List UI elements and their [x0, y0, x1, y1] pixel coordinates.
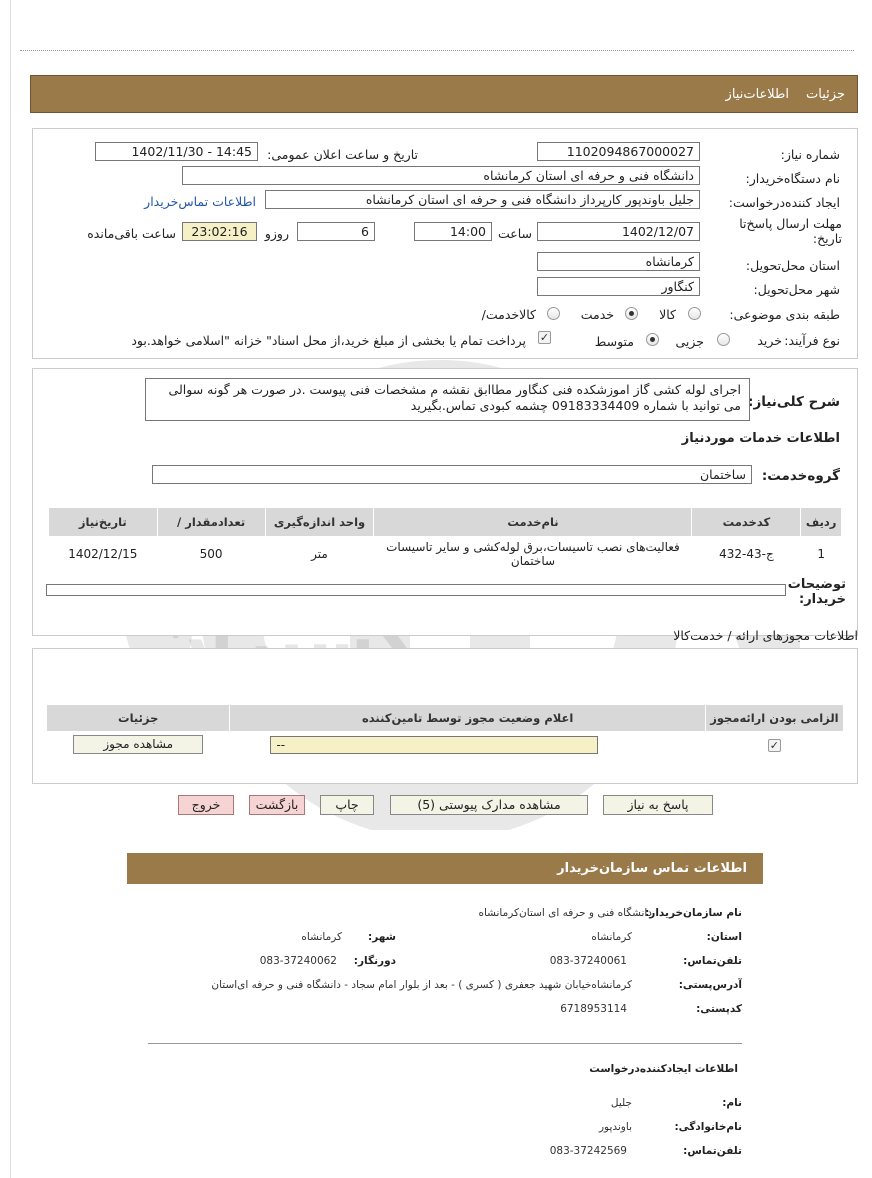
- province-field: کرمانشاه: [537, 252, 700, 271]
- permit-required-checkbox: ✓: [769, 738, 780, 752]
- contact-postal-value: 6718953114: [560, 1003, 627, 1015]
- page-left-rule: [10, 0, 11, 1178]
- watermark-text: گستران: [150, 600, 418, 682]
- announce-label: تاریخ و ساعت اعلان عمومی:: [267, 147, 418, 162]
- contact-address-value: کرمانشاه‌خیابان شهید جعفری ( کسری ) - بعد از بلوار امام سجاد - دانشگاه فنی و حرفه ای‌استان: [211, 979, 632, 991]
- contact-city-label: شهر:: [368, 931, 396, 943]
- days-remaining-field: 6: [297, 222, 375, 241]
- creator-label: ایجاد کننده‌درخواست:: [728, 195, 840, 210]
- back-button[interactable]: بازگشت: [249, 795, 305, 815]
- creator-info-title: اطلاعات ایجادکننده‌درخواست: [589, 1063, 738, 1075]
- services-title: اطلاعات خدمات موردنیاز: [681, 431, 840, 446]
- buyer-notes-label: توضیحات خریدار:: [787, 577, 846, 607]
- remaining-time-label: ساعت باقی‌مانده: [87, 226, 176, 241]
- col-permit-details: جزئیات: [47, 705, 230, 732]
- creator-name-value: جلیل: [610, 1097, 632, 1109]
- view-attachments-button[interactable]: مشاهده مدارک پیوستی (5): [390, 795, 588, 815]
- contact-address-label: آدرس‌پستی:: [678, 979, 742, 991]
- creator-name-label: نام:: [722, 1097, 742, 1109]
- contact-org-label: نام سازمان‌خریدار:: [645, 907, 742, 919]
- announce-datetime-field: 1402/11/30 - 14:45: [95, 142, 258, 161]
- buyer-org-field: دانشگاه فنی و حرفه ای استان کرمانشاه: [182, 166, 700, 185]
- tab-need-info[interactable]: اطلاعات‌نیاز: [725, 87, 789, 102]
- contact-fax-value: 083-37240062: [259, 955, 337, 967]
- page-header-bar: [30, 75, 858, 113]
- table-row: [47, 732, 844, 758]
- view-permit-button[interactable]: مشاهده مجوز: [73, 735, 203, 754]
- contact-fax-label: دورنگار:: [353, 955, 396, 967]
- deadline-time-field: 14:00: [414, 222, 492, 241]
- cell-name: فعالیت‌های نصب تاسیسات،برق لوله‌کشی و سایر تاسیسات ساختمان: [374, 537, 692, 571]
- services-table: [48, 507, 842, 571]
- creator-phone-value: 083-37242569: [549, 1145, 627, 1157]
- col-permit-required: الزامی بودن ارائه‌مجوز: [705, 705, 843, 732]
- process-minor-label: جزیی: [675, 334, 704, 349]
- process-medium-radio[interactable]: [646, 333, 659, 346]
- city-field: کنگاور: [537, 277, 700, 296]
- category-goods-radio[interactable]: [688, 307, 701, 320]
- reply-to-need-button[interactable]: پاسخ به نیاز: [603, 795, 713, 815]
- buyer-notes-field: [46, 584, 786, 596]
- col-permit-status: اعلام وضعیت مجوز توسط تامین‌کننده: [230, 705, 705, 732]
- days-label: روزو: [264, 226, 289, 241]
- print-button[interactable]: چاپ: [320, 795, 374, 815]
- need-number-label: شماره نیاز:: [780, 147, 840, 162]
- exit-button[interactable]: خروج: [178, 795, 234, 815]
- contact-org-value: دانشگاه فنی و حرفه ای استان‌کرمانشاه: [478, 907, 652, 919]
- contact-phone-value: 083-37240061: [549, 955, 627, 967]
- cell-unit: متر: [265, 537, 374, 571]
- permits-title: اطلاعات مجوزهای ارائه / خدمت‌کالا: [673, 628, 858, 643]
- contact-phone-label: تلفن‌تماس:: [683, 955, 742, 967]
- cell-code: ج-43-432: [692, 537, 801, 571]
- deadline-date-field: 1402/12/07: [537, 222, 700, 241]
- tab-details[interactable]: جزئیات: [806, 87, 845, 102]
- contact-postal-label: کد‌پستی:: [696, 1003, 742, 1015]
- process-label: نوع فرآیند:: [784, 333, 840, 348]
- contact-title: اطلاعات تماس سازمان‌خریدار: [557, 861, 747, 876]
- description-text-box: [145, 378, 750, 421]
- city-label: شهر محل‌تحویل:: [753, 282, 840, 297]
- col-date: تاریخ‌نیاز: [49, 508, 158, 537]
- col-name: نام‌خدمت: [374, 508, 692, 537]
- buyer-org-label: نام دستگاه‌خریدار:: [745, 171, 840, 186]
- category-goods-service-radio[interactable]: [547, 307, 560, 320]
- service-group-field: ساختمان: [152, 465, 752, 484]
- top-divider: [20, 50, 854, 51]
- cell-date: 1402/12/15: [49, 537, 158, 571]
- treasury-payment-note: پرداخت تمام یا بخشی از مبلغ خرید،از محل اسناد" خزانه "اسلامی خواهد.بود: [131, 333, 526, 348]
- need-number-field: 1102094867000027: [537, 142, 700, 161]
- cell-row: 1: [801, 537, 842, 571]
- contact-province-value: کرمانشاه: [591, 931, 632, 943]
- contact-header-bar: [127, 853, 763, 884]
- description-text: اجرای لوله کشی گاز اموزشکده فنی کنگاور مطاابق نقشه م مشخصات فنی پیوست .در صورت هر گونه سوالی می توانید با شماره 09183334409 چشمه کبودی تماس.بگیرید: [168, 382, 741, 413]
- category-label: طبقه بندی موضوعی:: [729, 307, 840, 322]
- creator-phone-label: تلفن‌تماس:: [683, 1145, 742, 1157]
- col-row: ردیف: [801, 508, 842, 537]
- category-service-radio[interactable]: [625, 307, 638, 320]
- col-qty: تعداد‌مقدار /: [157, 508, 265, 537]
- province-label: استان محل‌تحویل:: [745, 258, 840, 273]
- service-group-label: گروه‌خدمت:: [761, 468, 840, 484]
- process-buy-label: خرید: [757, 333, 782, 348]
- process-minor-radio[interactable]: [717, 333, 730, 346]
- remaining-time-field: 23:02:16: [182, 222, 257, 241]
- permits-table: [46, 704, 844, 758]
- creator-family-value: باوندپور: [598, 1121, 632, 1133]
- category-goods-label: کالا: [659, 307, 676, 322]
- creator-field: جلیل باوندپور کارپرداز دانشگاه فنی و حرفه ای استان کرمانشاه: [265, 190, 700, 209]
- deadline-label: مهلت ارسال پاسخ‌تا تاریخ:: [739, 216, 842, 246]
- treasury-payment-checkbox[interactable]: ✓: [539, 331, 550, 344]
- creator-family-label: نام‌خانوادگی:: [674, 1121, 742, 1133]
- category-goods-service-label: کالا‌خدمت/: [481, 307, 536, 322]
- permit-status-field: --: [270, 736, 598, 754]
- col-code: کدخدمت: [692, 508, 801, 537]
- contact-city-value: کرمانشاه: [301, 931, 342, 943]
- table-row: [49, 537, 842, 571]
- buyer-contact-link[interactable]: اطلاعات تماس‌خریدار: [144, 194, 256, 209]
- col-unit: واحد اندازه‌گیری: [265, 508, 374, 537]
- category-service-label: خدمت: [580, 307, 614, 322]
- contact-divider: [148, 1043, 742, 1044]
- process-medium-label: متوسط: [594, 334, 634, 349]
- description-label: شرح کلی‌نیاز:: [748, 394, 840, 410]
- contact-province-label: استان:: [706, 931, 742, 943]
- cell-qty: 500: [157, 537, 265, 571]
- deadline-time-label: ساعت: [497, 226, 532, 241]
